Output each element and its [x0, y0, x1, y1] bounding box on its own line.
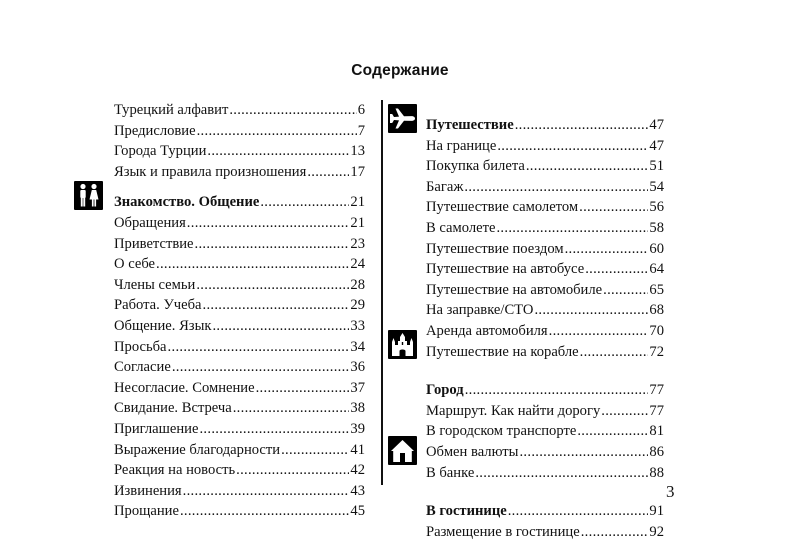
toc-entry[interactable]: Аренда автомобиля ..... 70	[426, 321, 664, 342]
castle-icon	[388, 330, 417, 359]
toc-entry[interactable]: Несогласие. Сомнение ..... 37	[114, 378, 365, 399]
toc-entry[interactable]: Предисловие ..... 7	[114, 121, 365, 142]
page-number: 3	[666, 482, 675, 501]
toc-entry[interactable]: Путешествие самолетом ..... 56	[426, 197, 664, 218]
toc-entry[interactable]: Багаж ..... 54	[426, 177, 664, 198]
toc-entry[interactable]: Свидание. Встреча ..... 38	[114, 398, 365, 419]
toc-entry[interactable]: Выражение благодарности ..... 41	[114, 440, 365, 461]
toc-entry[interactable]: На границе ..... 47	[426, 136, 664, 157]
toc-entry[interactable]: Путешествие на автобусе ..... 64	[426, 259, 664, 280]
toc-entry[interactable]: Путешествие на корабле ..... 72	[426, 342, 664, 363]
toc-entry[interactable]: Согласие ..... 36	[114, 357, 365, 378]
toc-section-heading[interactable]: Знакомство. Общение ..... 21	[114, 192, 365, 213]
toc-entry[interactable]: Просьба ..... 34	[114, 337, 365, 358]
toc-entry[interactable]: Путешествие поездом ..... 60	[426, 239, 664, 260]
toc-entry[interactable]: Извинения ..... 43	[114, 481, 365, 502]
toc-entry[interactable]: Маршрут. Как найти дорогу ..... 77	[426, 401, 664, 422]
airplane-icon	[388, 104, 417, 133]
house-icon	[388, 436, 417, 465]
toc-entry[interactable]: Турецкий алфавит ..... 6	[114, 100, 365, 121]
toc-right-column	[426, 115, 664, 542]
toc-entry[interactable]: Прощание ..... 45	[114, 501, 365, 522]
toc-section-hotel	[426, 501, 664, 542]
toc-section-heading[interactable]: Город ..... 77	[426, 380, 664, 401]
toc-section-heading[interactable]: В гостинице ..... 91	[426, 501, 664, 522]
toc-left-column	[114, 100, 365, 522]
toc-entry[interactable]: Общение. Язык ..... 33	[114, 316, 365, 337]
toc-entry[interactable]: Язык и правила произношения ..... 17	[114, 162, 365, 183]
toc-entry[interactable]: Города Турции ..... 13	[114, 141, 365, 162]
toc-entry[interactable]: Реакция на новость ..... 42	[114, 460, 365, 481]
toc-entry[interactable]: Приглашение ..... 39	[114, 419, 365, 440]
toc-entry[interactable]: На заправке/СТО ..... 68	[426, 300, 664, 321]
toc-entry[interactable]: В городском транспорте ..... 81	[426, 421, 664, 442]
toc-entry[interactable]: Члены семьи ..... 28	[114, 275, 365, 296]
toc-entry[interactable]: Покупка билета ..... 51	[426, 156, 664, 177]
toc-section-travel	[426, 115, 664, 362]
toc-section-city	[426, 380, 664, 483]
column-divider	[381, 100, 383, 485]
toc-entry[interactable]: Приветствие ..... 23	[114, 234, 365, 255]
people-icon	[74, 181, 103, 210]
toc-section-acquaintance	[114, 192, 365, 522]
toc-entry[interactable]: Обращения ..... 21	[114, 213, 365, 234]
toc-entry[interactable]: О себе ..... 24	[114, 254, 365, 275]
toc-entry[interactable]: Размещение в гостинице ..... 92	[426, 522, 664, 543]
page-title: Содержание	[351, 62, 449, 79]
toc-entry[interactable]: В банке ..... 88	[426, 463, 664, 484]
toc-entry[interactable]: Путешествие на автомобиле ..... 65	[426, 280, 664, 301]
toc-section-heading[interactable]: Путешествие ..... 47	[426, 115, 664, 136]
toc-entry[interactable]: Обмен валюты ..... 86	[426, 442, 664, 463]
toc-intro-group	[114, 100, 365, 182]
toc-entry[interactable]: В самолете ..... 58	[426, 218, 664, 239]
toc-entry[interactable]: Работа. Учеба ..... 29	[114, 295, 365, 316]
